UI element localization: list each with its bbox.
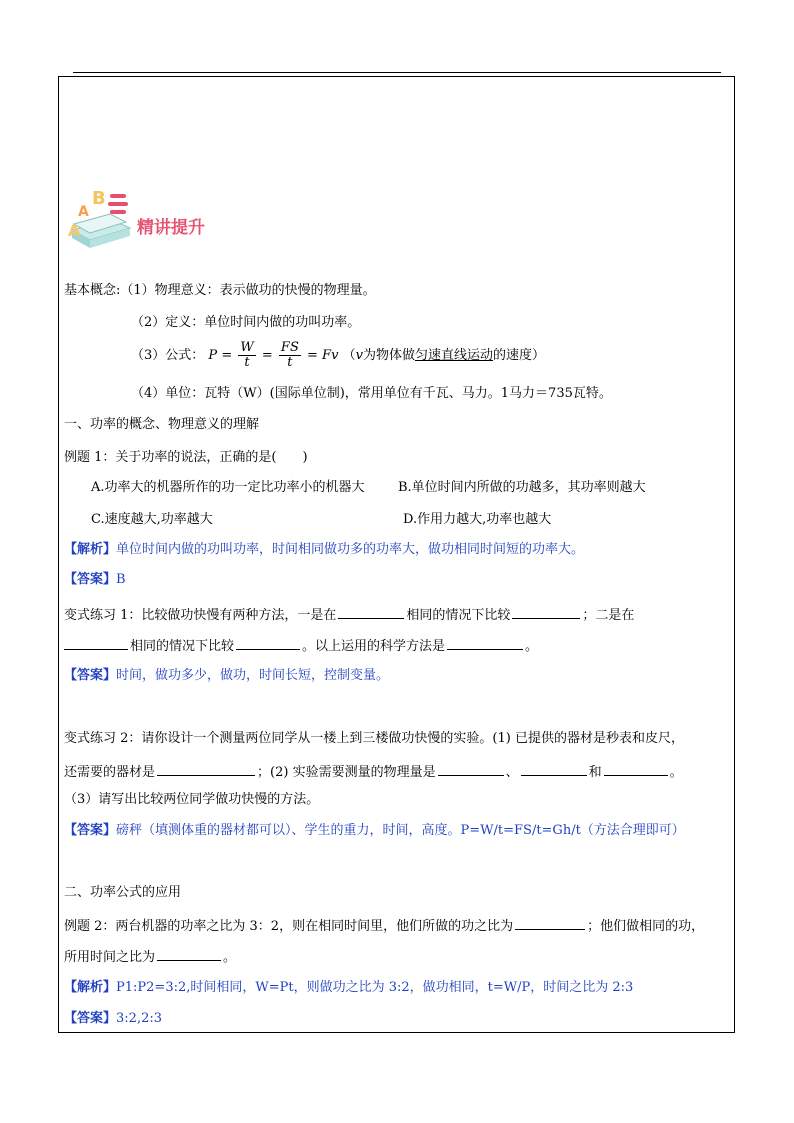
formula-fraction-FS-t <box>279 341 301 370</box>
answer-text: 3:2,2:3 <box>116 1011 162 1026</box>
abc-book-icon <box>64 186 136 252</box>
answer-blank[interactable] <box>512 604 580 619</box>
section-2-title: 二、功率公式的应用 <box>64 885 182 900</box>
variant-1-text-5: 。以上运用的科学方法是 <box>302 639 446 654</box>
formula-eq3: = <box>307 348 318 363</box>
formula-note-close: 的速度） <box>492 348 545 363</box>
variant-2-line-1: 变式练习 2：请你设计一个测量两位同学从一楼上到三楼做功快慢的实验。(1) 已提供的器材是秒表和皮尺， <box>64 731 684 746</box>
example-2-analysis <box>64 979 633 997</box>
answer-tag: 【答案】 <box>64 668 117 683</box>
answer-tag: 【答案】 <box>64 1011 117 1026</box>
variant-2-text-2: ；(2) 实验需要测量的物理量是 <box>257 765 436 780</box>
formula-Fv: Fv <box>322 348 339 363</box>
answer-blank[interactable] <box>438 761 504 776</box>
formula-P: P <box>208 348 218 363</box>
example-2-text-1: 例题 2：两台机器的功率之比为 3：2，则在相同时间里，他们所做的功之比为 <box>64 919 514 934</box>
formula-note-underlined: 匀速直线运动 <box>414 348 493 363</box>
section-1-title: 一、功率的概念、物理意义的理解 <box>64 417 260 432</box>
svg-text:A: A <box>68 221 81 240</box>
variant-2-line-3: （3）请写出比较两位同学做功快慢的方法。 <box>64 792 320 807</box>
answer-tag: 【答案】 <box>64 823 117 838</box>
formula-label: （3）公式： <box>131 348 205 363</box>
answer-text: 时间，做功多少，做功，时间长短，控制变量。 <box>116 668 390 683</box>
fraction-numerator: W <box>240 340 254 355</box>
answer-blank[interactable] <box>521 761 587 776</box>
example-2-text-4: 。 <box>223 950 237 965</box>
analysis-tag: 【解析】 <box>64 542 117 557</box>
variant-1-line-1 <box>64 604 634 625</box>
variant-1-answer <box>64 667 389 685</box>
answer-blank[interactable] <box>64 635 128 650</box>
variant-1-text-1: 变式练习 1：比较做功快慢有两种方法，一是在 <box>64 608 337 623</box>
fraction-denominator: t <box>287 355 293 370</box>
variant-2-text-3: 、 <box>505 765 519 780</box>
variant-1-line-2 <box>64 635 538 656</box>
formula-note-open: （ <box>342 348 356 363</box>
example-2-text-2: ；他们做相同的功， <box>587 919 705 934</box>
example-2-line-1 <box>64 915 704 936</box>
answer-blank[interactable] <box>515 915 585 930</box>
answer-text: B <box>116 572 126 587</box>
header-rule <box>73 72 721 73</box>
fraction-denominator: t <box>244 355 250 370</box>
example-1-answer <box>64 571 126 589</box>
concept-definition: （2）定义：单位时间内做的功叫功率。 <box>131 315 361 330</box>
analysis-text: P1:P2=3:2,时间相同，W=Pt，则做功之比为 3:2，做功相同，t=W/P，时间之比为 2:3 <box>116 980 634 995</box>
fraction-numerator: FS <box>280 340 299 355</box>
variant-2-text-5: 。 <box>669 765 683 780</box>
analysis-text: 单位时间内做的功叫功率，时间相同做功多的功率大，做功相同时间短的功率大。 <box>116 542 585 557</box>
formula-v: v <box>355 348 363 363</box>
variant-1-text-3: ；二是在 <box>582 608 635 623</box>
option-b: B.单位时间内所做的功越多，其功率则越大 <box>398 480 646 495</box>
option-c: C.速度越大,功率越大 <box>91 512 213 527</box>
answer-tag: 【答案】 <box>64 572 117 587</box>
answer-blank[interactable] <box>236 635 300 650</box>
formula-note-mid: 为物体做 <box>362 348 415 363</box>
answer-blank[interactable] <box>447 635 523 650</box>
example-1-question: 例题 1：关于功率的说法，正确的是( ) <box>64 450 308 465</box>
example-2-answer <box>64 1010 162 1028</box>
concept-meaning: 基本概念:（1）物理意义：表示做功的快慢的物理量。 <box>64 283 376 298</box>
variant-1-text-6: 。 <box>525 639 539 654</box>
variant-2-answer <box>64 822 685 840</box>
variant-1-text-2: 相同的情况下比较 <box>406 608 511 623</box>
concept-unit: （4）单位：瓦特（W）(国际单位制)，常用单位有千瓦、马力。1马力＝735瓦特。 <box>131 386 612 401</box>
example-1-analysis <box>64 541 584 559</box>
formula-eq1: = <box>221 348 233 363</box>
formula-fraction-W-t <box>238 341 255 370</box>
answer-blank[interactable] <box>157 761 255 776</box>
formula-eq2: = <box>261 348 273 363</box>
example-2-line-2 <box>64 946 236 967</box>
option-a: A.功率大的机器所作的功一定比功率小的机器大 <box>91 480 365 495</box>
answer-text: 磅秤（填测体重的器材都可以）、学生的重力，时间，高度。P=W/t=FS/t=Gh/t（方法合理即可） <box>116 823 685 838</box>
variant-1-text-4: 相同的情况下比较 <box>130 639 235 654</box>
svg-text:A: A <box>78 204 89 220</box>
variant-2-line-2 <box>64 761 683 782</box>
variant-2-text-4: 和 <box>588 765 602 780</box>
concept-formula <box>131 339 545 373</box>
analysis-tag: 【解析】 <box>64 980 117 995</box>
variant-2-text-1: 还需要的器材是 <box>64 765 156 780</box>
answer-blank[interactable] <box>338 604 404 619</box>
option-d: D.作用力越大,功率也越大 <box>403 512 552 527</box>
svg-text:B: B <box>92 188 106 209</box>
answer-blank[interactable] <box>604 761 668 776</box>
answer-blank[interactable] <box>157 946 221 961</box>
example-2-text-3: 所用时间之比为 <box>64 950 156 965</box>
section-heading: 精讲提升 <box>137 218 205 238</box>
